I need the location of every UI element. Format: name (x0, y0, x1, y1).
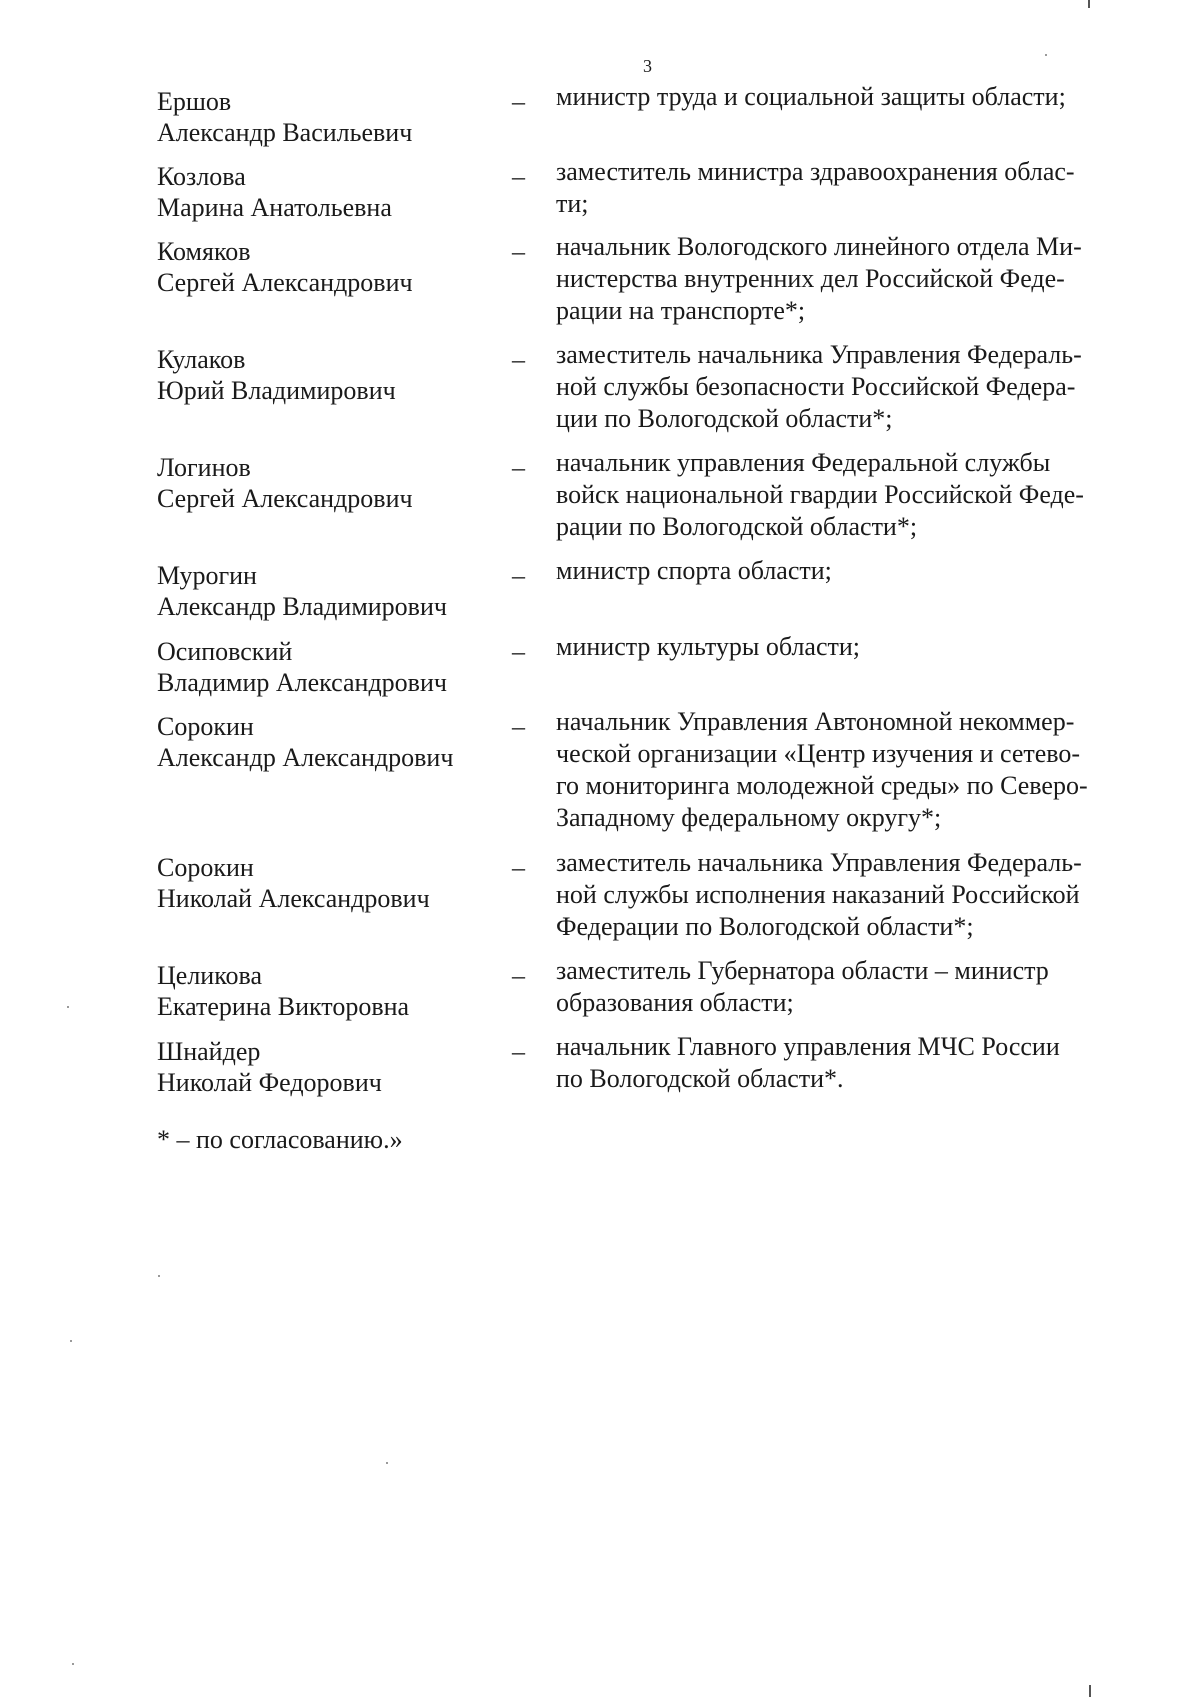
separator-dash: – (512, 1037, 525, 1066)
position-line: ной службы безопасности Российской Федера- (556, 372, 1076, 401)
separator-dash: – (512, 162, 525, 191)
position-line: по Вологодской области*. (556, 1064, 844, 1093)
position-line: образования области; (556, 988, 794, 1017)
surname: Кулаков (157, 345, 246, 374)
position-line: ной службы исполнения наказаний Российской (556, 880, 1080, 909)
scan-speck (70, 1340, 72, 1342)
position-description (556, 231, 1144, 327)
given-names: Юрий Владимирович (157, 376, 396, 405)
surname: Ершов (157, 87, 232, 116)
surname: Целикова (157, 961, 262, 990)
position-description (556, 447, 1144, 543)
person-name (157, 711, 497, 773)
position-description (556, 955, 1144, 1019)
separator-dash: – (512, 237, 525, 266)
position-line: рации на транспорте*; (556, 296, 806, 325)
position-description (556, 847, 1144, 943)
given-names: Сергей Александрович (157, 268, 413, 297)
surname: Логинов (157, 453, 251, 482)
scan-speck (67, 1006, 69, 1008)
position-line: ти; (556, 189, 589, 218)
surname: Мурогин (157, 561, 257, 590)
separator-dash: – (512, 87, 525, 116)
position-line: начальник управления Федеральной службы (556, 448, 1051, 477)
footnote: * – по согласованию.» (157, 1125, 403, 1154)
surname: Шнайдер (157, 1037, 261, 1066)
position-line: министр труда и социальной защиты области; (556, 82, 1066, 111)
separator-dash: – (512, 712, 525, 741)
surname: Комяков (157, 237, 251, 266)
position-line: заместитель начальника Управления Федераль- (556, 848, 1082, 877)
position-line: заместитель начальника Управления Федераль- (556, 340, 1082, 369)
person-name (157, 960, 497, 1022)
given-names: Александр Александрович (157, 743, 454, 772)
position-description (556, 706, 1144, 834)
person-name (157, 161, 497, 223)
given-names: Николай Александрович (157, 884, 430, 913)
position-line: нистерства внутренних дел Российской Феде- (556, 264, 1065, 293)
position-line: заместитель Губернатора области – министр (556, 956, 1049, 985)
separator-dash: – (512, 853, 525, 882)
person-name (157, 344, 497, 406)
position-line: ческой организации «Центр изучения и сетево- (556, 739, 1081, 768)
scan-speck (386, 1462, 388, 1464)
person-name (157, 236, 497, 298)
given-names: Сергей Александрович (157, 484, 413, 513)
separator-dash: – (512, 637, 525, 666)
position-description (556, 631, 1144, 663)
position-description (556, 81, 1144, 113)
person-name (157, 452, 497, 514)
position-line: Федерации по Вологодской области*; (556, 912, 974, 941)
scan-speck (1045, 54, 1047, 56)
position-line: заместитель министра здравоохранения облас- (556, 157, 1075, 186)
given-names: Марина Анатольевна (157, 193, 392, 222)
position-description (556, 156, 1144, 220)
given-names: Владимир Александрович (157, 668, 447, 697)
surname: Осиповский (157, 637, 293, 666)
position-line: министр культуры области; (556, 632, 861, 661)
person-name (157, 86, 497, 148)
position-line: начальник Управления Автономной некоммер- (556, 707, 1075, 736)
page-number: 3 (643, 56, 652, 76)
surname: Сорокин (157, 853, 254, 882)
scan-edge-mark (1088, 0, 1090, 8)
position-line: начальник Вологодского линейного отдела Ми- (556, 232, 1082, 261)
surname: Сорокин (157, 712, 254, 741)
position-line: министр спорта области; (556, 556, 832, 585)
position-line: Западному федеральному округу*; (556, 803, 942, 832)
scan-speck (72, 1663, 74, 1665)
given-names: Екатерина Викторовна (157, 992, 410, 1021)
separator-dash: – (512, 561, 525, 590)
given-names: Александр Владимирович (157, 592, 447, 621)
separator-dash: – (512, 345, 525, 374)
separator-dash: – (512, 961, 525, 990)
position-description (556, 1031, 1144, 1095)
given-names: Александр Васильевич (157, 118, 413, 147)
position-line: го мониторинга молодежной среды» по Северо- (556, 771, 1088, 800)
given-names: Николай Федорович (157, 1068, 382, 1097)
position-description (556, 339, 1144, 435)
separator-dash: – (512, 453, 525, 482)
person-name (157, 1036, 497, 1098)
person-name (157, 852, 497, 914)
position-line: начальник Главного управления МЧС России (556, 1032, 1060, 1061)
position-line: ции по Вологодской области*; (556, 404, 893, 433)
person-name (157, 560, 497, 622)
scan-edge-mark (1089, 1685, 1091, 1697)
person-name (157, 636, 497, 698)
position-description (556, 555, 1144, 587)
position-line: рации по Вологодской области*; (556, 512, 918, 541)
surname: Козлова (157, 162, 246, 191)
scan-speck (158, 1275, 160, 1277)
position-line: войск национальной гвардии Российской Феде- (556, 480, 1084, 509)
